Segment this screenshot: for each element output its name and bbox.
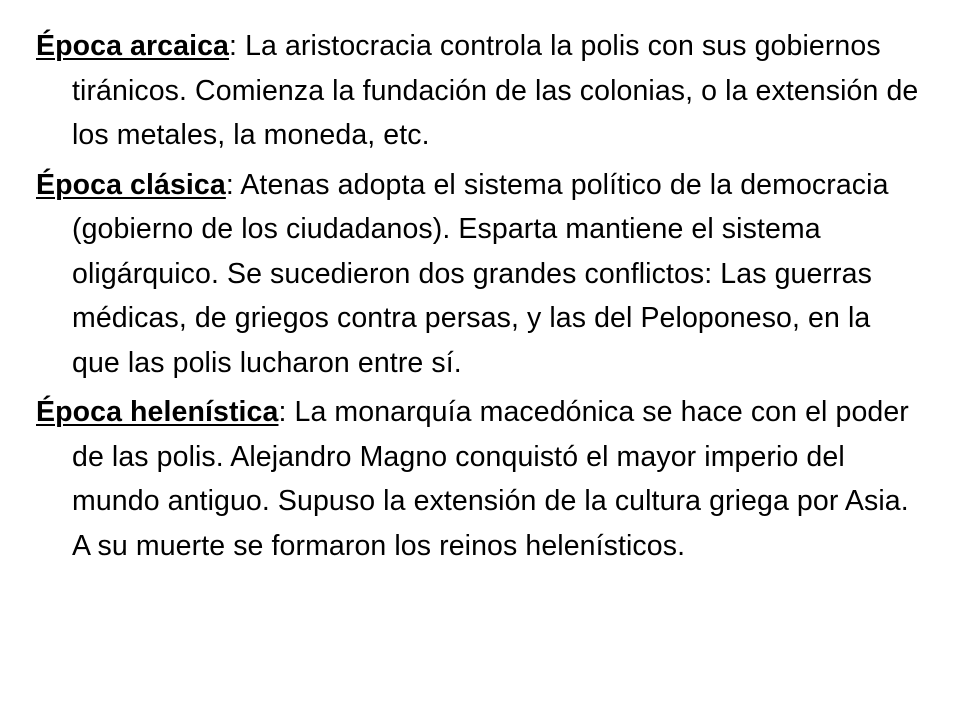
paragraph-epoca-clasica: [36, 163, 926, 386]
term-epoca-helenistica: Época helenística: [36, 396, 279, 428]
term-separator: :: [229, 30, 238, 62]
slide-body: [36, 24, 926, 573]
term-epoca-arcaica: Época arcaica: [36, 30, 230, 62]
paragraph-text: Atenas adopta el sistema político de la democracia (gobierno de los ciudadanos). Esparta mantiene el sistema oligárquico. Se sucedieron dos grandes conflictos: Las guerras médicas, de griegos contra persas, y las del Peloponeso, en la que las polis lucharon entre sí.: [72, 168, 889, 379]
term-separator: :: [225, 168, 234, 201]
paragraph-epoca-helenistica: [36, 390, 926, 568]
paragraph-text: La monarquía macedónica se hace con el poder de las polis. Alejandro Magno conquistó el mayor imperio del mundo antiguo. Supuso la extensión de la cultura griega por Asia. A su muerte se formaron los reinos helenísticos.: [72, 396, 909, 562]
term-epoca-clasica: Época clásica: [36, 168, 226, 201]
paragraph-epoca-arcaica: [36, 24, 926, 158]
term-separator: :: [278, 396, 287, 428]
paragraph-text: La aristocracia controla la polis con sus gobiernos tiránicos. Comienza la fundación de las colonias, o la extensión de los metales, la moneda, etc.: [72, 30, 919, 151]
